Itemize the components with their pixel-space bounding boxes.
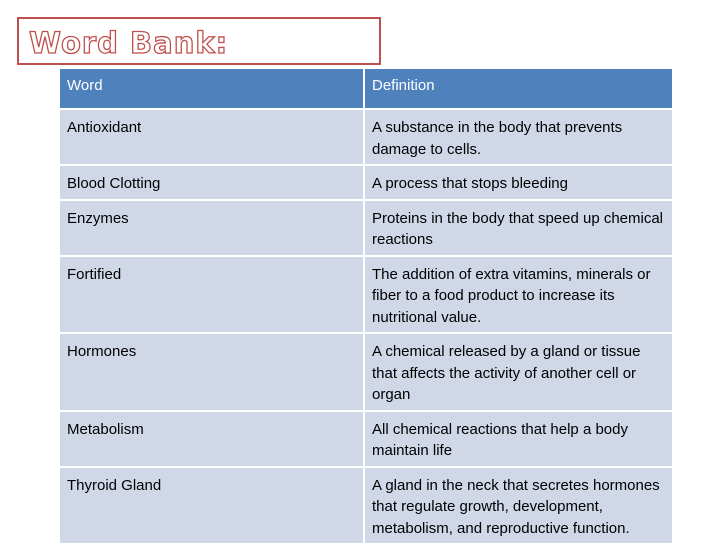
definition-cell: Proteins in the body that speed up chemical reactions [364, 200, 672, 256]
definition-cell: A gland in the neck that secretes hormones that regulate growth, development, metabolism, and reproductive function. [364, 467, 672, 545]
word-cell: Antioxidant [60, 109, 364, 165]
table-row [60, 200, 672, 256]
definition-cell: A chemical released by a gland or tissue that affects the activity of another cell or organ [364, 333, 672, 411]
definition-cell: All chemical reactions that help a body maintain life [364, 411, 672, 467]
page-title: Word Bank: [29, 26, 229, 60]
table-row [60, 411, 672, 467]
definition-cell: A substance in the body that prevents damage to cells. [364, 109, 672, 165]
word-cell: Blood Clotting [60, 165, 364, 200]
definition-cell: The addition of extra vitamins, minerals or fiber to a food product to increase its nutritional value. [364, 256, 672, 334]
word-cell: Thyroid Gland [60, 467, 364, 545]
word-cell: Metabolism [60, 411, 364, 467]
column-header-word: Word [60, 69, 364, 109]
word-cell: Enzymes [60, 200, 364, 256]
column-header-definition: Definition [364, 69, 672, 109]
table-row [60, 467, 672, 545]
table-row [60, 333, 672, 411]
table-row [60, 109, 672, 165]
table-header-row [60, 69, 672, 109]
table-row [60, 165, 672, 200]
word-cell: Fortified [60, 256, 364, 334]
table-row [60, 256, 672, 334]
title-box [17, 17, 381, 65]
word-cell: Hormones [60, 333, 364, 411]
definition-cell: A process that stops bleeding [364, 165, 672, 200]
word-bank-table [60, 69, 672, 545]
